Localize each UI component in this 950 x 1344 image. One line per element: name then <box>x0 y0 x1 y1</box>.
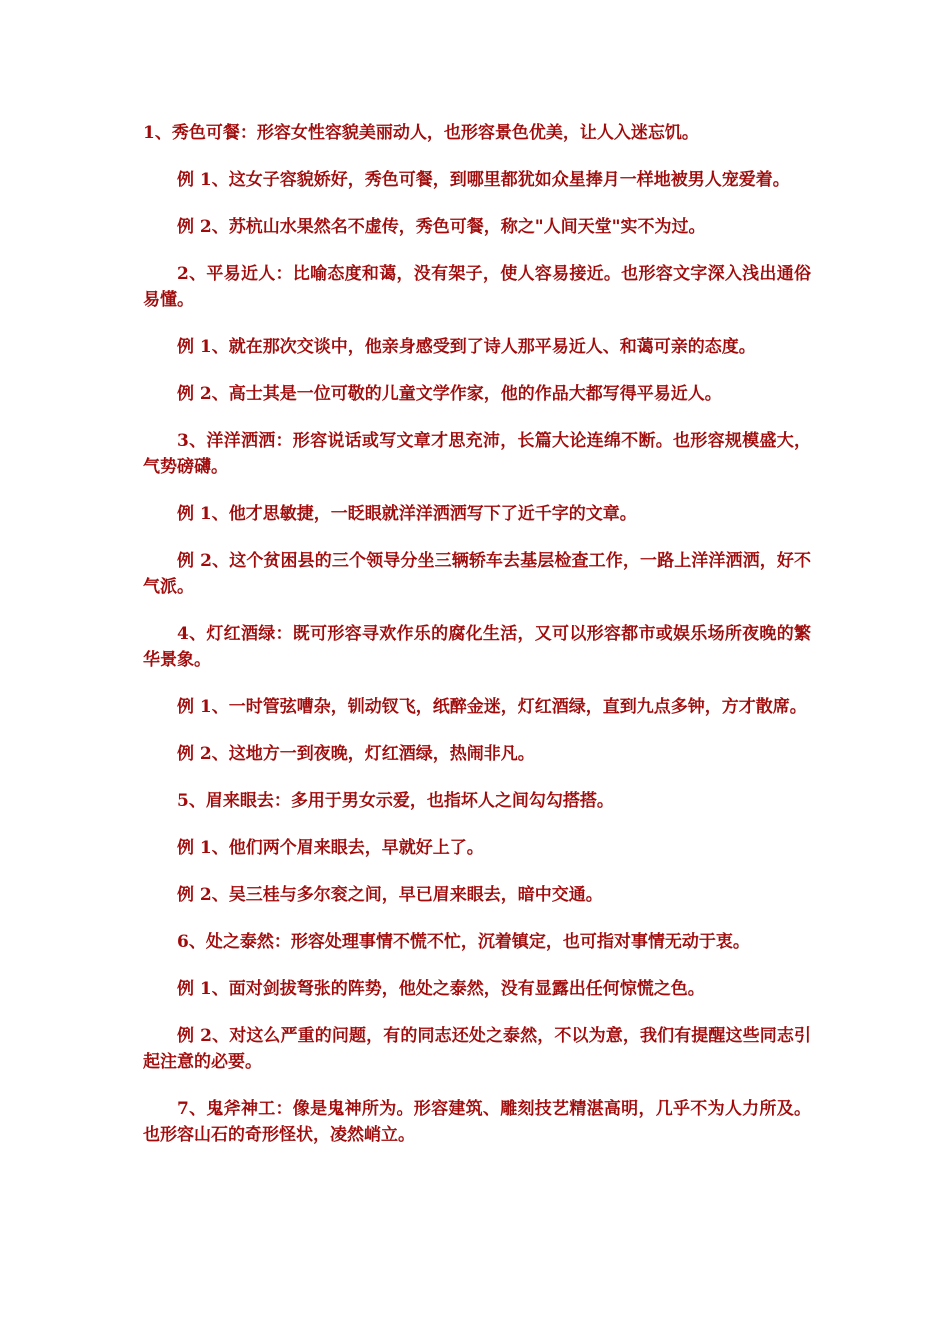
paragraph-7: 3、洋洋洒洒：形容说话或写文章才思充沛，长篇大论连绵不断。也形容规模盛大，气势磅礴。 <box>143 431 811 477</box>
paragraph-12: 例 2、这地方一到夜晚，灯红酒绿，热闹非凡。 <box>177 744 535 764</box>
paragraph-9: 例 2、这个贫困县的三个领导分坐三辆轿车去基层检查工作，一路上洋洋洒洒，好不气派。 <box>143 551 811 597</box>
paragraph-17: 例 1、面对剑拔弩张的阵势，他处之泰然，没有显露出任何惊慌之色。 <box>177 979 705 999</box>
paragraph-6: 例 2、高士其是一位可敬的儿童文学作家，他的作品大都写得平易近人。 <box>177 384 722 404</box>
paragraph-19: 7、鬼斧神工：像是鬼神所为。形容建筑、雕刻技艺精湛高明，几乎不为人力所及。也形容山石的奇形怪状，凌然峭立。 <box>143 1099 811 1145</box>
paragraph-16: 6、处之泰然：形容处理事情不慌不忙，沉着镇定，也可指对事情无动于衷。 <box>177 932 750 952</box>
paragraph-11: 例 1、一时管弦嘈杂，钏动钗飞，纸醉金迷，灯红酒绿，直到九点多钟，方才散席。 <box>177 697 807 717</box>
paragraph-8: 例 1、他才思敏捷，一眨眼就洋洋洒洒写下了近千字的文章。 <box>177 504 637 524</box>
paragraph-3: 例 2、苏杭山水果然名不虚传，秀色可餐，称之"人间天堂"实不为过。 <box>177 217 706 237</box>
paragraph-13: 5、眉来眼去：多用于男女示爱，也指坏人之间勾勾搭搭。 <box>177 791 614 811</box>
document-body <box>143 120 811 1169</box>
paragraph-18: 例 2、对这么严重的问题，有的同志还处之泰然，不以为意，我们有提醒这些同志引起注意的必要。 <box>143 1026 811 1072</box>
paragraph-5: 例 1、就在那次交谈中，他亲身感受到了诗人那平易近人、和蔼可亲的态度。 <box>177 337 756 357</box>
paragraph-4: 2、平易近人：比喻态度和蔼，没有架子，使人容易接近。也形容文字深入浅出通俗易懂。 <box>143 264 811 310</box>
paragraph-15: 例 2、吴三桂与多尔衮之间，早已眉来眼去，暗中交通。 <box>177 885 603 905</box>
paragraph-10: 4、灯红酒绿：既可形容寻欢作乐的腐化生活，又可以形容都市或娱乐场所夜晚的繁华景象。 <box>143 624 811 670</box>
paragraph-14: 例 1、他们两个眉来眼去，早就好上了。 <box>177 838 484 858</box>
paragraph-1: 1、秀色可餐：形容女性容貌美丽动人，也形容景色优美，让人入迷忘饥。 <box>143 123 699 143</box>
paragraph-2: 例 1、这女子容貌娇好，秀色可餐，到哪里都犹如众星捧月一样地被男人宠爱着。 <box>177 170 790 190</box>
